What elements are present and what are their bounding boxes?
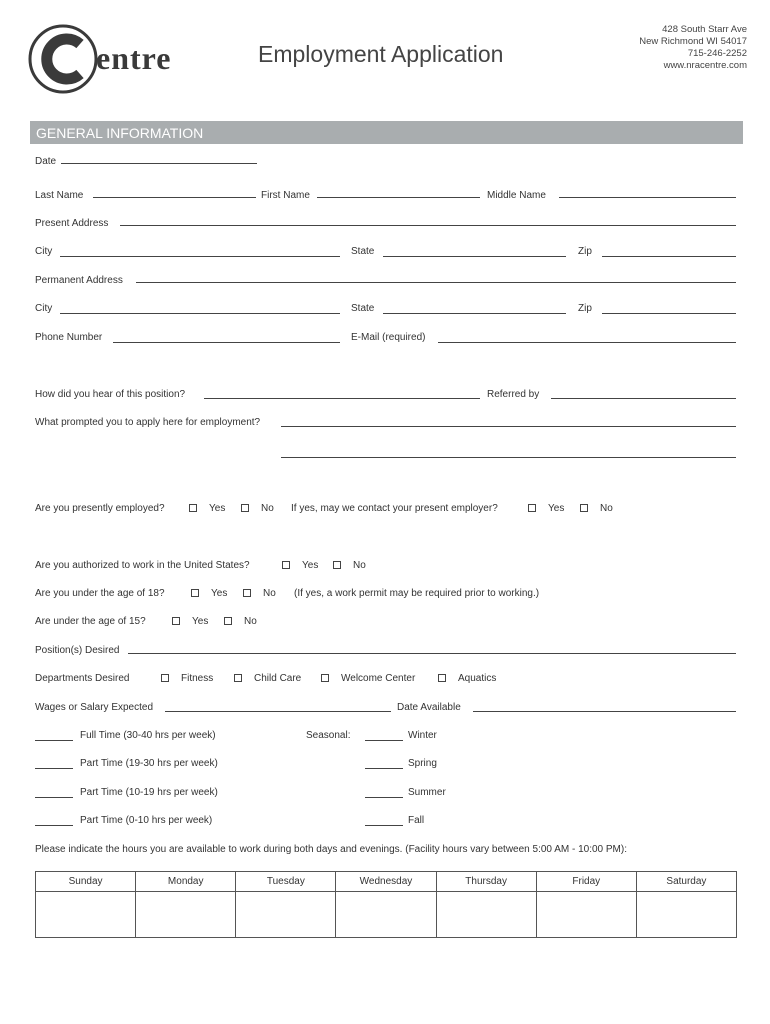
first-name-field[interactable]	[317, 197, 480, 198]
employed-yes-checkbox[interactable]	[189, 504, 197, 512]
prompted-field-line-2[interactable]	[281, 457, 736, 458]
date-label: Date	[35, 156, 57, 167]
state-label: State	[351, 303, 375, 314]
city-label: City	[35, 246, 53, 257]
full-time-label: Full Time (30-40 hrs per week)	[80, 730, 216, 741]
part-time-0-10-blank[interactable]	[35, 825, 73, 826]
last-name-field[interactable]	[93, 197, 256, 198]
day-header-wednesday: Wednesday	[336, 872, 436, 892]
presently-employed-label: Are you presently employed?	[35, 503, 165, 514]
date-available-label: Date Available	[397, 702, 461, 713]
under-18-label: Are you under the age of 18?	[35, 588, 165, 599]
wages-label: Wages or Salary Expected	[35, 702, 154, 713]
fitness-checkbox[interactable]	[161, 674, 169, 682]
first-name-label: First Name	[261, 190, 310, 201]
centre-logo-icon	[28, 24, 98, 94]
availability-cell-saturday[interactable]	[636, 892, 736, 938]
yes-label: Yes	[302, 560, 319, 571]
employed-no-checkbox[interactable]	[241, 504, 249, 512]
zip-field[interactable]	[602, 256, 736, 257]
spring-label: Spring	[408, 758, 437, 769]
present-address-label: Present Address	[35, 218, 109, 229]
day-header-friday: Friday	[536, 872, 636, 892]
section-header	[30, 121, 743, 144]
work-permit-note: (If yes, a work permit may be required prior to working.)	[294, 588, 540, 599]
date-available-field[interactable]	[473, 711, 736, 712]
availability-cell-friday[interactable]	[536, 892, 636, 938]
availability-table	[35, 871, 737, 938]
address-city: New Richmond WI 54017	[639, 36, 747, 47]
contact-address	[639, 24, 747, 72]
permanent-city-field[interactable]	[60, 313, 340, 314]
positions-field[interactable]	[128, 653, 736, 654]
email-label: E-Mail (required)	[351, 332, 426, 343]
yes-label: Yes	[211, 588, 228, 599]
yes-label: Yes	[192, 616, 209, 627]
contact-no-checkbox[interactable]	[580, 504, 588, 512]
availability-cell-thursday[interactable]	[436, 892, 536, 938]
permanent-address-field[interactable]	[136, 282, 736, 283]
no-label: No	[600, 503, 613, 514]
authorized-yes-checkbox[interactable]	[282, 561, 290, 569]
hours-note: Please indicate the hours you are available to work during both days and evenings. (Facility hours vary between 5:00 AM - 10:00 PM):	[35, 844, 627, 855]
part-time-19-30-blank[interactable]	[35, 768, 73, 769]
yes-label: Yes	[209, 503, 226, 514]
availability-cell-sunday[interactable]	[36, 892, 136, 938]
section-title: GENERAL INFORMATION	[36, 125, 204, 141]
availability-cell-wednesday[interactable]	[336, 892, 436, 938]
child-care-checkbox[interactable]	[234, 674, 242, 682]
seasonal-label: Seasonal:	[306, 730, 351, 741]
how-heard-label: How did you hear of this position?	[35, 389, 186, 400]
fall-label: Fall	[408, 815, 425, 826]
under-15-no-checkbox[interactable]	[224, 617, 232, 625]
availability-cell-monday[interactable]	[136, 892, 236, 938]
fitness-label: Fitness	[181, 673, 214, 684]
state-field[interactable]	[383, 256, 566, 257]
date-field[interactable]	[61, 163, 257, 164]
part-time-19-30-label: Part Time (19-30 hrs per week)	[80, 758, 218, 769]
address-street: 428 South Starr Ave	[662, 24, 747, 35]
aquatics-checkbox[interactable]	[438, 674, 446, 682]
address-website[interactable]: www.nracentre.com	[663, 60, 747, 71]
availability-header-row	[36, 872, 737, 892]
day-header-saturday: Saturday	[636, 872, 736, 892]
availability-cell-tuesday[interactable]	[236, 892, 336, 938]
summer-label: Summer	[408, 787, 446, 798]
referred-by-field[interactable]	[551, 398, 736, 399]
authorized-label: Are you authorized to work in the United States?	[35, 560, 250, 571]
departments-label: Departments Desired	[35, 673, 130, 684]
under-15-label: Are under the age of 15?	[35, 616, 146, 627]
zip-label: Zip	[578, 246, 592, 257]
present-address-field[interactable]	[120, 225, 736, 226]
summer-blank[interactable]	[365, 797, 403, 798]
child-care-label: Child Care	[254, 673, 302, 684]
phone-label: Phone Number	[35, 332, 103, 343]
page-title: Employment Application	[258, 41, 504, 67]
middle-name-field[interactable]	[559, 197, 736, 198]
state-label: State	[351, 246, 375, 257]
permanent-state-field[interactable]	[383, 313, 566, 314]
contact-employer-label: If yes, may we contact your present employer?	[291, 503, 498, 514]
referred-by-label: Referred by	[487, 389, 540, 400]
winter-blank[interactable]	[365, 740, 403, 741]
no-label: No	[244, 616, 257, 627]
contact-yes-checkbox[interactable]	[528, 504, 536, 512]
email-field[interactable]	[438, 342, 736, 343]
no-label: No	[261, 503, 274, 514]
day-header-thursday: Thursday	[436, 872, 536, 892]
part-time-10-19-blank[interactable]	[35, 797, 73, 798]
logo-text: entre	[96, 40, 172, 76]
permanent-address-label: Permanent Address	[35, 275, 123, 286]
zip-label: Zip	[578, 303, 592, 314]
aquatics-label: Aquatics	[458, 673, 497, 684]
day-header-tuesday: Tuesday	[236, 872, 336, 892]
authorized-no-checkbox[interactable]	[333, 561, 341, 569]
city-field[interactable]	[60, 256, 340, 257]
how-heard-field[interactable]	[204, 398, 480, 399]
under-15-yes-checkbox[interactable]	[172, 617, 180, 625]
full-time-blank[interactable]	[35, 740, 73, 741]
availability-row	[36, 892, 737, 938]
prompted-field-line-1[interactable]	[281, 426, 736, 427]
middle-name-label: Middle Name	[487, 190, 546, 201]
no-label: No	[353, 560, 366, 571]
no-label: No	[263, 588, 276, 599]
permanent-zip-field[interactable]	[602, 313, 736, 314]
yes-label: Yes	[548, 503, 565, 514]
day-header-monday: Monday	[136, 872, 236, 892]
day-header-sunday: Sunday	[36, 872, 136, 892]
under-18-yes-checkbox[interactable]	[191, 589, 199, 597]
winter-label: Winter	[408, 730, 437, 741]
welcome-center-label: Welcome Center	[341, 673, 416, 684]
under-18-no-checkbox[interactable]	[243, 589, 251, 597]
phone-field[interactable]	[113, 342, 340, 343]
welcome-center-checkbox[interactable]	[321, 674, 329, 682]
spring-blank[interactable]	[365, 768, 403, 769]
wages-field[interactable]	[165, 711, 391, 712]
last-name-label: Last Name	[35, 190, 84, 201]
positions-label: Position(s) Desired	[35, 645, 120, 656]
part-time-10-19-label: Part Time (10-19 hrs per week)	[80, 787, 218, 798]
address-phone: 715-246-2252	[687, 48, 747, 59]
prompted-label: What prompted you to apply here for employment?	[35, 417, 261, 428]
fall-blank[interactable]	[365, 825, 403, 826]
part-time-0-10-label: Part Time (0-10 hrs per week)	[80, 815, 213, 826]
city-label: City	[35, 303, 53, 314]
